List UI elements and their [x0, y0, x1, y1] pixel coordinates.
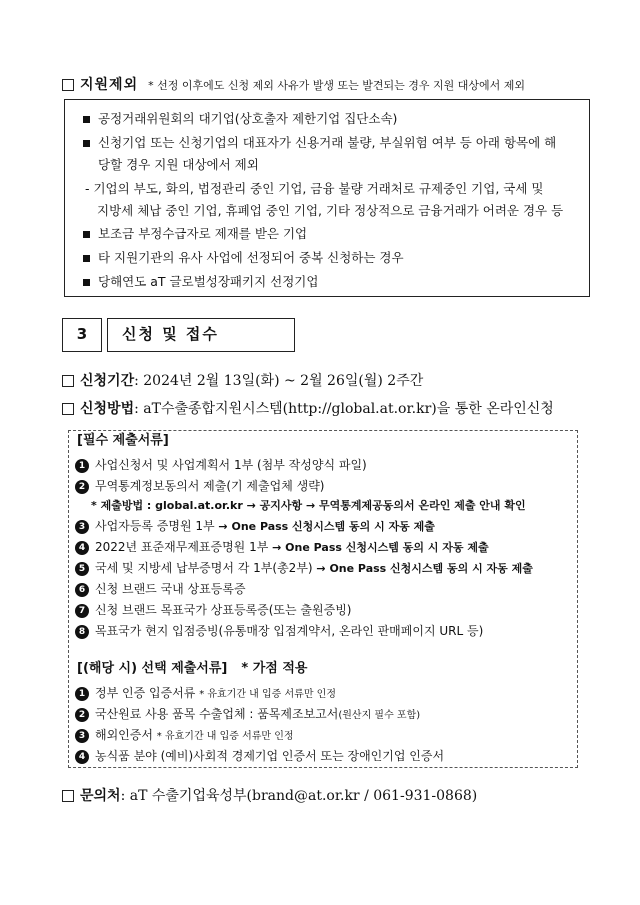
list-item: 타 지원기관의 유사 사업에 선정되어 중복 신청하는 경우 [83, 247, 404, 269]
list-item: 공정거래위원회의 대기업(상호출자 제한기업 집단소속) [83, 108, 397, 130]
list-item: 4 농식품 분야 (예비)사회적 경제기업 인증서 또는 장애인기업 인증서 [75, 746, 444, 766]
list-item-continued: 당할 경우 지원 대상에서 제외 [98, 157, 259, 172]
list-item: 2 무역통계정보동의서 제출(기 제출업체 생략) [75, 476, 324, 496]
optional-docs-header: [(해당 시) 선택 제출서류] * 가점 적용 [77, 661, 308, 676]
period-label: 신청기간 [80, 373, 135, 389]
list-item: 3 사업자등록 증명원 1부 → One Pass 신청시스템 동의 시 자동 제출 [75, 516, 435, 537]
contact-label: 문의처 [80, 788, 121, 804]
list-item: 1 정부 인증 입증서류 * 유효기간 내 입증 서류만 인정 [75, 683, 336, 705]
period-value: : 2024년 2월 13일(화) ~ 2월 26일(월) 2주간 [134, 373, 424, 389]
list-item: 8 목표국가 현지 입점증빙(유통매장 입점계약서, 온라인 판매페이지 URL 등) [75, 621, 483, 641]
section-title: 신청 및 접수 [107, 318, 295, 352]
exclusion-box [64, 99, 590, 297]
list-item: 당해연도 aT 글로벌성장패키지 선정기업 [83, 271, 318, 293]
list-item: 7 신청 브랜드 목표국가 상표등록증(또는 출원증빙) [75, 600, 351, 620]
list-item: 1 사업신청서 및 사업계획서 1부 (첨부 작성양식 파일) [75, 455, 367, 475]
checkbox-square-icon [62, 375, 74, 387]
list-item: 신청기업 또는 신청기업의 대표자가 신용거래 불량, 부실위험 여부 등 아래 항목에 해 [83, 132, 556, 154]
list-item: 3 해외인증서 * 유효기간 내 입증 서류만 인정 [75, 725, 294, 747]
method-label: 신청방법 [80, 401, 135, 417]
list-item: 5 국세 및 지방세 납부증명서 각 1부(총2부) → One Pass 신청시스템 동의 시 자동 제출 [75, 558, 533, 579]
number-circle-icon: 4 [75, 750, 89, 764]
exclusion-note: * 선정 이후에도 신청 제외 사유가 발생 또는 발견되는 경우 지원 대상에서 제외 [148, 79, 525, 92]
checkbox-square-icon [62, 790, 74, 802]
bullet-icon [83, 279, 90, 286]
number-circle-icon: 5 [75, 562, 89, 576]
checkbox-square-icon [62, 79, 74, 91]
exclusion-title: 지원제외 [80, 77, 139, 93]
bullet-icon [83, 140, 90, 147]
section-number: 3 [62, 318, 102, 352]
list-item: 2 국산원료 사용 품목 수출업체 : 품목제조보고서(원산지 필수 포함) [75, 704, 420, 726]
number-circle-icon: 1 [75, 459, 89, 473]
number-circle-icon: 4 [75, 541, 89, 555]
method-value: : aT수출종합지원시스템(http://global.at.or.kr)을 통한 온라인신청 [134, 401, 554, 417]
number-circle-icon: 8 [75, 625, 89, 639]
application-method [62, 398, 554, 418]
contact-value: : aT 수출기업육성부(brand@at.or.kr / 061-931-0868) [120, 788, 478, 804]
bullet-icon [83, 116, 90, 123]
number-circle-icon: 2 [75, 480, 89, 494]
bullet-icon [83, 255, 90, 262]
number-circle-icon: 3 [75, 520, 89, 534]
list-subitem: - 기업의 부도, 화의, 법정관리 중인 기업, 금융 불량 거래처로 규제중인 기업, 국세 및 [85, 181, 544, 196]
list-item: 4 2022년 표준재무제표증명원 1부 → One Pass 신청시스템 동의 시 자동 제출 [75, 537, 489, 558]
number-circle-icon: 3 [75, 729, 89, 743]
list-item: 보조금 부정수급자로 제재를 받은 기업 [83, 223, 307, 245]
list-subitem-continued: 지방세 체납 중인 기업, 휴폐업 중인 기업, 기타 정상적으로 금융거래가 어려운 경우 등 [97, 203, 564, 218]
submission-method-note: * 제출방법 : global.at.or.kr → 공지사항 → 무역통계제공동의서 온라인 제출 안내 확인 [91, 499, 526, 512]
application-period [62, 370, 423, 390]
number-circle-icon: 6 [75, 583, 89, 597]
required-docs-header: [필수 제출서류] [77, 433, 169, 448]
documents-box [68, 430, 578, 768]
number-circle-icon: 7 [75, 604, 89, 618]
checkbox-square-icon [62, 403, 74, 415]
list-item: 6 신청 브랜드 국내 상표등록증 [75, 579, 246, 599]
contact-info [62, 785, 477, 805]
number-circle-icon: 1 [75, 687, 89, 701]
exclusion-header [62, 74, 525, 94]
number-circle-icon: 2 [75, 708, 89, 722]
bullet-icon [83, 231, 90, 238]
